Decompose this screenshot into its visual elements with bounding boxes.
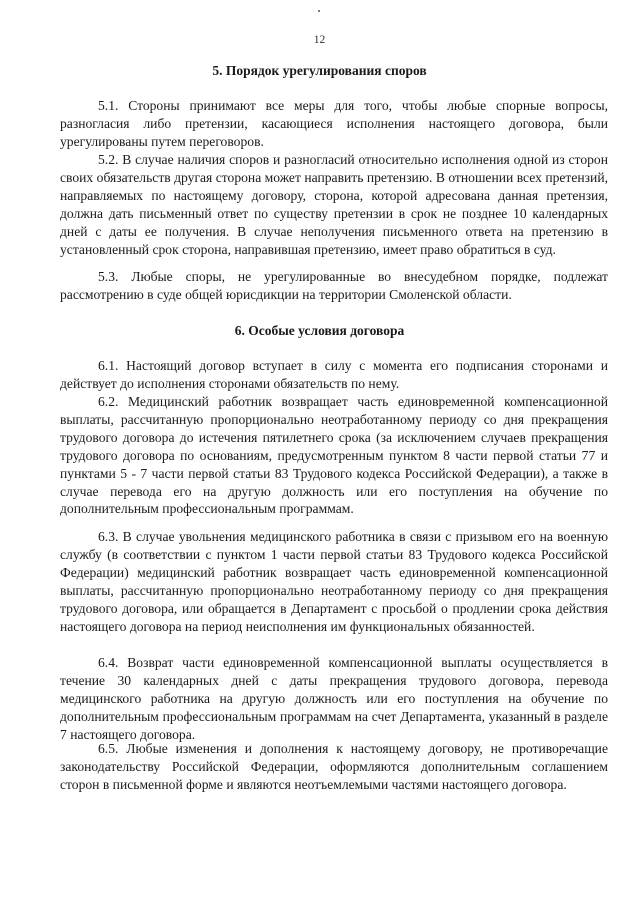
paragraph-5-2: 5.2. В случае наличия споров и разногласий относительно исполнения одной из сторон своих обязательств другая сторона может направить претензию. В отношении всех претензий, направляемых по настоящему договору, сторона, которой адресована данная претензия, должна дать письменный ответ по существу претензии в срок не позднее 10 календарных дней с даты ее получения. В случае неполучения письменного ответа на претензию в установленный срок сторона, направившая претензию, имеет право обратиться в суд. [60, 152, 608, 257]
paragraph-5-1: 5.1. Стороны принимают все меры для того, чтобы любые спорные вопросы, разногласия либо претензии, касающиеся исполнения настоящего договора, были урегулированы путем переговоров. [60, 98, 608, 149]
section-6-title: 6. Особые условия договора [234, 323, 405, 338]
page-number: 12 [313, 34, 326, 46]
section-5-title: 5. Порядок урегулирования споров [212, 63, 427, 78]
paragraph-6-3: 6.3. В случае увольнения медицинского работника в связи с призывом его на военную службу (в соответствии с пунктом 1 части первой статьи 83 Трудового кодекса Российской Федерации) медицинский работник возвращает часть единовременной компенсационной выплаты, рассчитанную пропорционально неотработанному периоду со дня прекращения трудового договора, или обращается в Департамент с просьбой о продлении срока действия настоящего договора на период неисполнения им функциональных обязанностей. [60, 529, 608, 634]
paragraph-6-4: 6.4. Возврат части единовременной компенсационной выплаты осуществляется в течение 30 календарных дней с даты прекращения трудового договора, перевода медицинского работника на другую должность или его поступления на обучение по дополнительным профессиональным программам на счет Департамента, указанный в разделе 7 настоящего договора. [60, 655, 608, 742]
paragraph-6-2: 6.2. Медицинский работник возвращает часть единовременной компенсационной выплаты, рассчитанную пропорционально неотработанному периоду со дня прекращения трудового договора до истечения пятилетнего срока (за исключением случаев прекращения трудового договора по основаниям, предусмотренным пунктом 8 части первой статьи 77 и пунктами 5 - 7 части первой статьи 83 Трудового кодекса Российской Федерации), а также в случае перевода его на другую должность или его поступления на обучение по дополнительным профессиональным программам. [60, 394, 608, 517]
paragraph-5-3: 5.3. Любые споры, не урегулированные во внесудебном порядке, подлежат рассмотрению в суде общей юрисдикции на территории Смоленской области. [60, 269, 608, 302]
scan-speck [318, 10, 320, 12]
paragraph-6-5: 6.5. Любые изменения и дополнения к настоящему договору, не противоречащие законодательству Российской Федерации, оформляются дополнительным соглашением сторон в письменной форме и являются неотъемлемыми частями настоящего договора. [60, 741, 608, 792]
paragraph-6-1: 6.1. Настоящий договор вступает в силу с момента его подписания сторонами и действует до исполнения сторонами обязательств по нему. [60, 358, 608, 391]
